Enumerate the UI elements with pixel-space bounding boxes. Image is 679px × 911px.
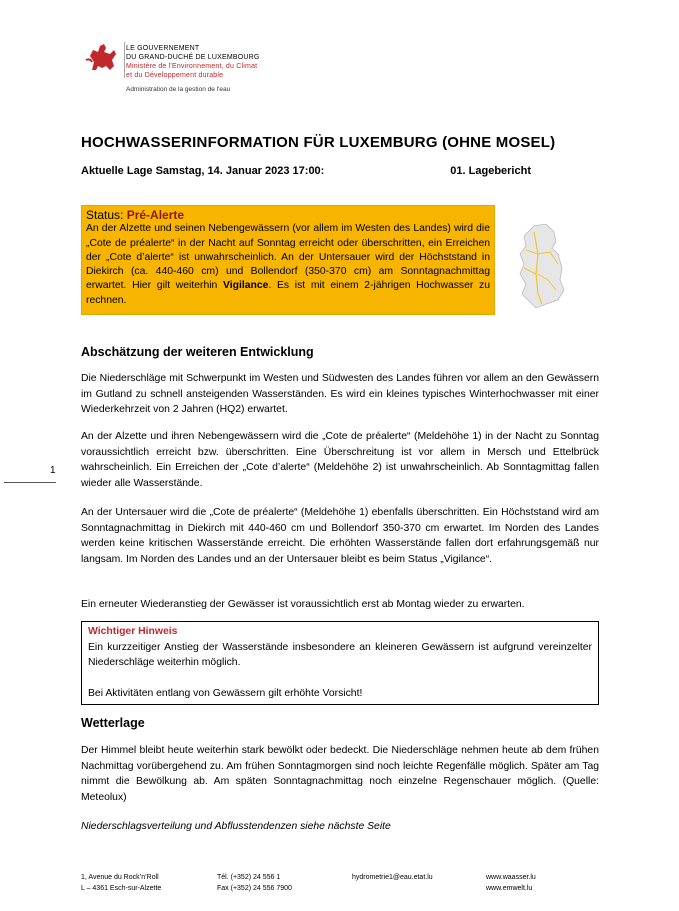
document-title: HOCHWASSERINFORMATION FÜR LUXEMBURG (OHNE MOSEL) [81, 134, 556, 151]
report-number: 01. Lagebericht [450, 165, 531, 177]
important-notice-box [81, 621, 599, 705]
notice-heading: Wichtiger Hinweis [88, 626, 178, 637]
development-paragraph-3: An der Untersauer wird die „Cote de préalerte“ (Meldehöhe 1) ebenfalls überschritten. Ein Höchststand wird am Sonntagnachmittag in Diekirch mit 440-460 cm und Bollendorf 350-370 cm erwartet. Im Norden des Landes werden keine kritischen Wasserstände erreicht. Die erhöhten Wasserstände fallen dort erfahrungsgemäß nur langsam. Im Norden des Landes und an der Untersauer bleibt es beim Status „Vigilance“. [81, 507, 599, 565]
development-heading: Abschätzung der weiteren Entwicklung [81, 345, 314, 359]
notice-text-1: Ein kurzzeitiger Anstieg der Wasserstände insbesondere an kleineren Gewässern ist aufgrund vereinzelter Niederschläge weiterhin möglich. [88, 641, 592, 669]
status-label-prefix: Status: [86, 208, 127, 222]
status-text-2: . Es ist mit einem 2-jährigen Hochwasser zu rechnen. [86, 280, 490, 306]
development-paragraph-1: Die Niederschläge mit Schwerpunkt im Westen und Südwesten des Landes führen vor allem an den Gewässern im Gutland zu schnell ansteigenden Wasserständen. Es wird ein kleines typisches Winterhochwasser mit einer Wiederkehrzeit von 2 Jahren (HQ2) erwartet. [81, 373, 599, 416]
situation-date: Aktuelle Lage Samstag, 14. Januar 2023 17:00: [81, 165, 325, 177]
status-label-value: Pré-Alerte [126, 208, 185, 222]
status-text-bold: Vigilance [223, 280, 269, 292]
weather-heading: Wetterlage [81, 716, 145, 730]
development-paragraph-2: An der Alzette und ihren Nebengewässern wird die „Cote de préalerte“ (Meldehöhe 1) in der Nacht zu Sonntag voraussichtlich erreicht bzw. überschritten. Eine Überschreitung ist vor allem in Mersch und Ettelbrück wahrscheinlich. Ein Erreichen der „Cote d’alerte“ (Meldehöhe 2) ist unwahrscheinlich. Ab Sonntagmittag fallen wieder alle Wasserstände. [81, 431, 599, 489]
status-box [81, 205, 495, 315]
footer-phone [217, 872, 292, 894]
footer-email[interactable] [352, 872, 433, 883]
ministry-line-1: Ministère de l'Environnement, du Climat [126, 63, 258, 70]
ministry-line-2: et du Développement durable [126, 72, 224, 79]
footer-email-link[interactable]: hydrometrie1@eau.etat.lu [352, 874, 433, 881]
org-line-2: DU GRAND-DUCHÉ DE LUXEMBOURG [126, 54, 260, 61]
next-page-note: Niederschlagsverteilung und Abflusstendenzen siehe nächste Seite [81, 821, 391, 832]
red-lion-icon [84, 40, 120, 76]
footer-web [486, 872, 536, 894]
footer-tel: Tél. (+352) 24 556 1 [217, 874, 281, 881]
header-divider [124, 42, 125, 78]
footer-address-line-1: 1, Avenue du Rock’n’Roll [81, 874, 159, 881]
notice-text-2: Bei Aktivitäten entlang von Gewässern gilt erhöhte Vorsicht! [88, 687, 363, 699]
footer-address [81, 872, 161, 894]
footer-web-link-1[interactable]: www.waasser.lu [486, 874, 536, 881]
status-label [86, 208, 490, 222]
org-line-1: LE GOUVERNEMENT [126, 45, 200, 52]
footer-web-link-2[interactable]: www.emwelt.lu [486, 885, 533, 892]
organization-name [126, 44, 260, 80]
margin-line [4, 482, 56, 483]
margin-number: 1 [50, 465, 56, 476]
development-paragraph-4: Ein erneuter Wiederanstieg der Gewässer ist voraussichtlich erst ab Montag wieder zu erwarten. [81, 599, 525, 610]
status-text-1: An der Alzette und seinen Nebengewässern (vor allem im Westen des Landes) wird die „Cote de préalerte“ in der Nacht auf Sonntag erreicht oder überschritten, ein Erreichen der „Cote d’alerte“ ist unwahrscheinlich. An der Untersauer wird der Höchststand in Diekirch (ca. 440-460 cm) und Bollendorf (350-370 cm) am Sonntagnachmittag erwartet. Hier gilt weiterhin [86, 223, 490, 292]
luxembourg-map-icon [516, 224, 566, 308]
situation-line [81, 165, 531, 177]
footer-address-line-2: L – 4361 Esch-sur-Alzette [81, 885, 162, 892]
footer-fax: Fax (+352) 24 556 7900 [217, 885, 292, 892]
weather-paragraph: Der Himmel bleibt heute weiterhin stark bewölkt oder bedeckt. Die Niederschläge nehmen heute ab dem frühen Nachmittag vorübergehend zu. Am frühen Sonntagmorgen sind noch leichte Regenfälle möglich. Später am Tag nimmt die Bewölkung ab. Am späten Sonntagnachmittag noch einzelne Regenschauer möglich. (Quelle: Meteolux) [81, 745, 599, 803]
administration-name: Administration de la gestion de l'eau [126, 86, 231, 93]
